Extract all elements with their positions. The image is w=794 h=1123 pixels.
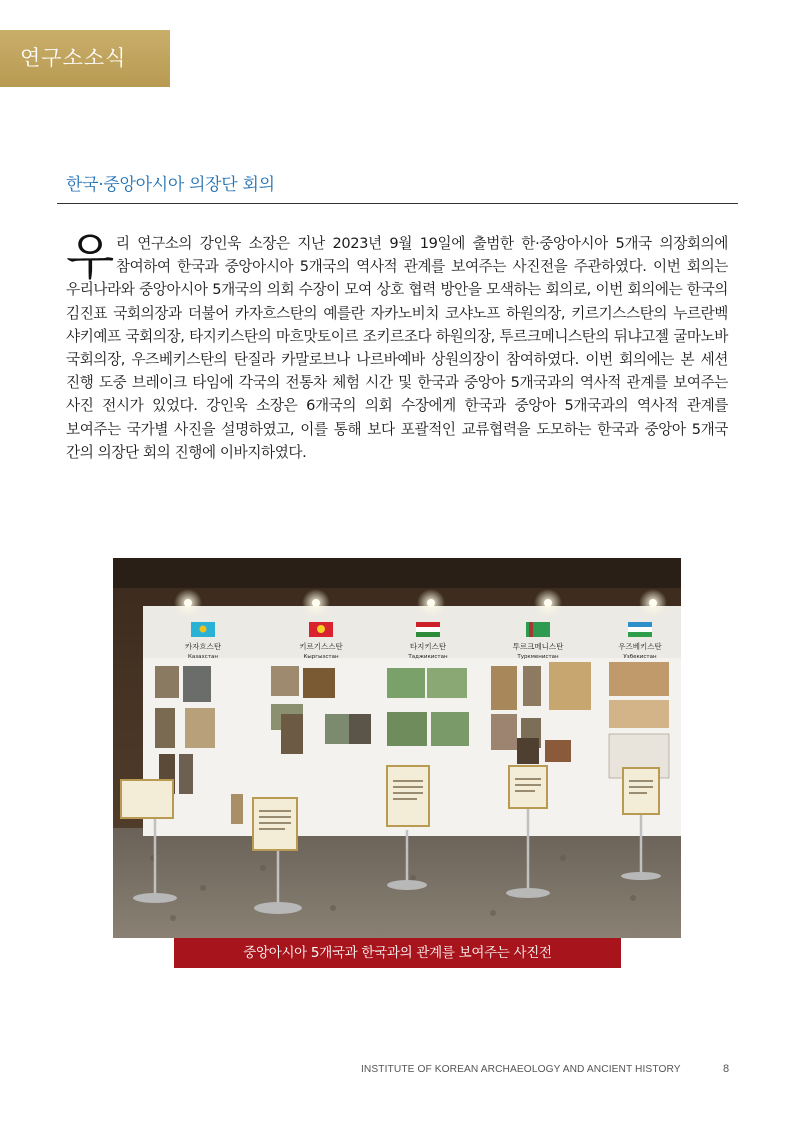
article-title: 한국·중앙아시아 의장단 회의 [66, 175, 275, 195]
photo-illustration [113, 558, 681, 938]
panel-name-ru-kyrgyzstan: Кыргызстан [303, 654, 339, 660]
article-body [66, 228, 728, 464]
panel-name-turkmenistan: 투르크메니스탄 [512, 642, 564, 651]
title-divider [57, 203, 738, 204]
panel-name-kyrgyzstan: 키르기스스탄 [299, 642, 343, 651]
panel-name-kazakhstan: 카자흐스탄 [184, 642, 222, 651]
drop-cap: 우 [66, 228, 114, 286]
article-paragraph: 리 연구소의 강인욱 소장은 지난 2023년 9월 19일에 출범한 한·중앙아시아 5개국 의장회의에 참여하여 한국과 중앙아시아 5개국의 역사적 관계를 보여주는 사진전을 주관하였다. 이번 회의는 우리나라와 중앙아시아 5개국의 의회 수장이 모여 상호 협력 방안을 모색하는 회의로, 이번 회의에는 한국의 김진표 국회의장과 더불어 카자흐스탄의 예를란 자카노비치 코샤노프 하원의장, 키르기스스탄의 누르란벡 샤키예프 국회의장, 타지키스탄의 마흐맛토이르 조키르조다 하원의장, 투르크메니스탄의 뒤냐고젤 굴마노바 국회의장, 우즈베키스탄의 탄질라 카말로브나 나르바예바 상원의장이 참여하였다. 이번 회의에는 본 세션 진행 도중 브레이크 타임에 각국의 전통차 체험 시간 및 한국과 중앙아 5개국과의 역사적 관계를 보여주는 사진 전시가 있었다. 강인욱 소장은 6개국의 의회 수장에게 한국과 중앙아 5개국과의 역사적 관계를 보여주는 국가별 사진을 설명하였고, 이를 통해 보다 포괄적인 교류협력을 도모하는 한국과 중앙아 5개국 간의 의장단 회의 진행에 이바지하였다. [66, 235, 728, 461]
section-tab [0, 30, 170, 87]
section-label: 연구소소식 [20, 46, 127, 70]
exhibition-photo [113, 558, 681, 938]
panel-name-ru-tajikistan: Таджикистан [408, 654, 448, 660]
flag-tajikistan-icon [416, 622, 440, 637]
panel-name-uzbekistan: 우즈베키스탄 [618, 642, 662, 651]
footer-institute: INSTITUTE OF KOREAN ARCHAEOLOGY AND ANCIENT HISTORY [361, 1064, 681, 1075]
flag-uzbekistan-icon [628, 622, 652, 637]
panel-name-ru-uzbekistan: Узбекистан [623, 654, 657, 660]
page-number: 8 [723, 1063, 730, 1075]
photo-caption: 중앙아시아 5개국과 한국과의 관계를 보여주는 사진전 [174, 938, 621, 968]
panel-name-ru-kazakhstan: Казахстан [187, 654, 219, 660]
panel-name-tajikistan: 타지키스탄 [409, 642, 447, 651]
panel-name-ru-turkmenistan: Туркменистан [517, 654, 559, 660]
